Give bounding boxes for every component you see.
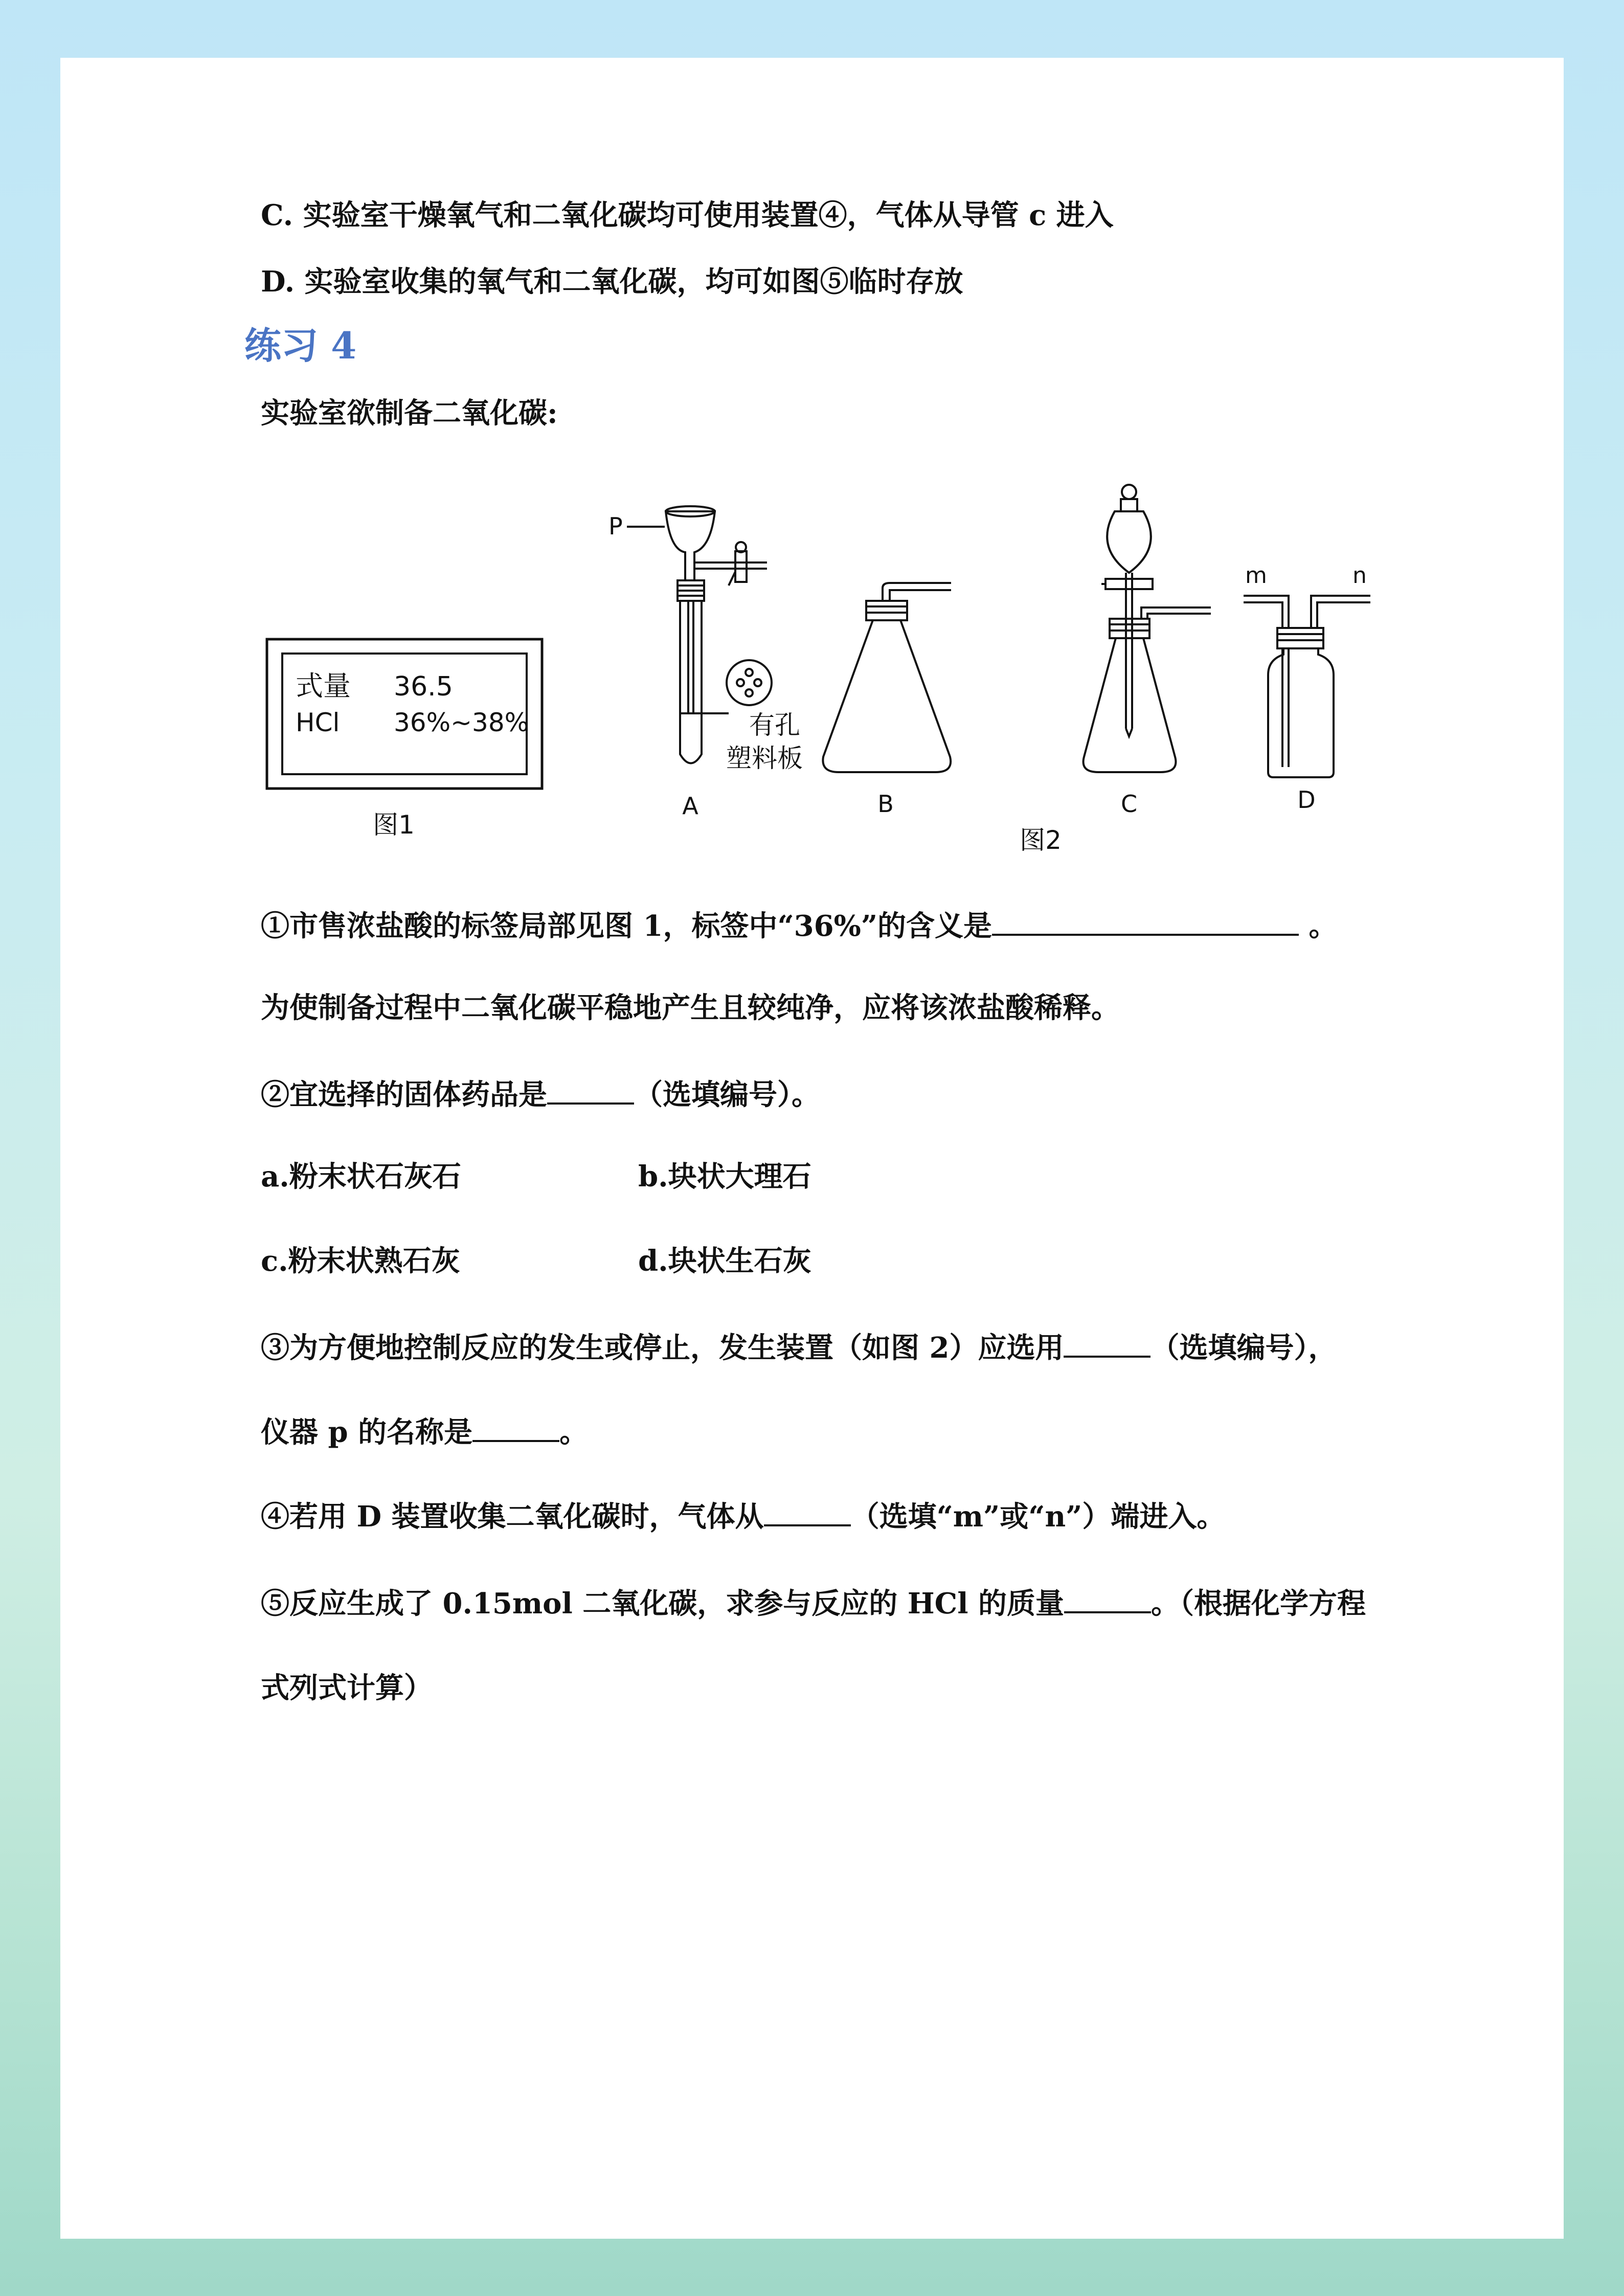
option-b: b.块状大理石 (638, 1160, 811, 1194)
question-1-note: 为使制备过程中二氧化碳平稳地产生且较纯净，应将该浓盐酸稀释。 (261, 991, 1120, 1025)
question-4-text: ④若用 D 装置收集二氧化碳时，气体从 (261, 1500, 764, 1534)
question-3-end: （选填编号）， (1151, 1331, 1337, 1365)
option-d: d.块状生石灰 (638, 1244, 811, 1278)
question-3b-end: 。 (559, 1415, 589, 1449)
question-3b-text: 仪器 p 的名称是 (261, 1415, 473, 1449)
document-page (60, 58, 1564, 2239)
label-hcl-name: HCl (296, 708, 340, 737)
question-1-end: 。 (1299, 909, 1338, 943)
apparatus-c-label: C (1120, 790, 1138, 818)
apparatus-c (1084, 485, 1211, 772)
question-5-line (261, 1587, 1366, 1618)
question-1-line (261, 909, 1338, 943)
apparatus-b (823, 583, 951, 772)
option-c: c.粉末状熟石灰 (261, 1244, 460, 1278)
figure-1-caption: 图1 (373, 810, 415, 840)
question-5-end: 。（根据化学方程 (1151, 1587, 1366, 1620)
plate-label-1: 有孔 (749, 710, 800, 740)
answer-blank-6 (1064, 1587, 1151, 1613)
figure-apparatus (245, 470, 1401, 869)
answer-blank-2 (547, 1078, 634, 1105)
option-d-line: D. 实验室收集的氧气和二氧化碳，均可如图⑤临时存放 (261, 265, 963, 299)
option-c-line: C. 实验室干燥氧气和二氧化碳均可使用装置④，气体从导管 c 进入 (261, 198, 1114, 232)
apparatus-d (1244, 562, 1370, 777)
question-5-text: ⑤反应生成了 0.15mol 二氧化碳，求参与反应的 HCl 的质量 (261, 1587, 1065, 1620)
question-2-text: ②宜选择的固体药品是 (261, 1078, 547, 1112)
answer-blank-4 (472, 1415, 559, 1442)
answer-blank-1 (992, 909, 1299, 936)
question-2-end: （选填编号）。 (634, 1078, 820, 1112)
question-4-end: （选填“m”或“n”）端进入。 (850, 1500, 1226, 1534)
n-label: n (1352, 562, 1367, 589)
question-2-line (261, 1078, 820, 1112)
reagent-label (267, 639, 542, 789)
p-label: P (608, 512, 623, 540)
question-3-line (261, 1331, 1337, 1365)
figure-2-caption: 图2 (1020, 825, 1062, 855)
m-label: m (1245, 562, 1267, 589)
exercise-heading: 练习 4 (244, 324, 357, 367)
option-a: a.粉末状石灰石 (261, 1160, 461, 1194)
question-3b-line (261, 1415, 588, 1447)
apparatus-a-label: A (682, 792, 698, 820)
apparatus-b-label: B (877, 790, 894, 818)
question-5b-line: 式列式计算） (261, 1671, 433, 1705)
apparatus-a (608, 506, 803, 773)
label-hcl-concentration: 36%~38% (394, 708, 529, 737)
question-4-line (261, 1500, 1226, 1534)
label-formula-weight-name: 式量 (296, 670, 351, 702)
answer-blank-3 (1064, 1331, 1151, 1358)
answer-blank-5 (764, 1500, 851, 1526)
intro-line: 实验室欲制备二氧化碳: (261, 396, 558, 430)
label-formula-weight-value: 36.5 (394, 671, 453, 702)
plate-label-2: 塑料板 (726, 744, 803, 773)
question-1-text: ①市售浓盐酸的标签局部见图 1，标签中“36%”的含义是 (261, 909, 993, 943)
apparatus-d-label: D (1297, 786, 1316, 814)
question-3-text: ③为方便地控制反应的发生或停止，发生装置（如图 2）应选用 (261, 1331, 1064, 1365)
